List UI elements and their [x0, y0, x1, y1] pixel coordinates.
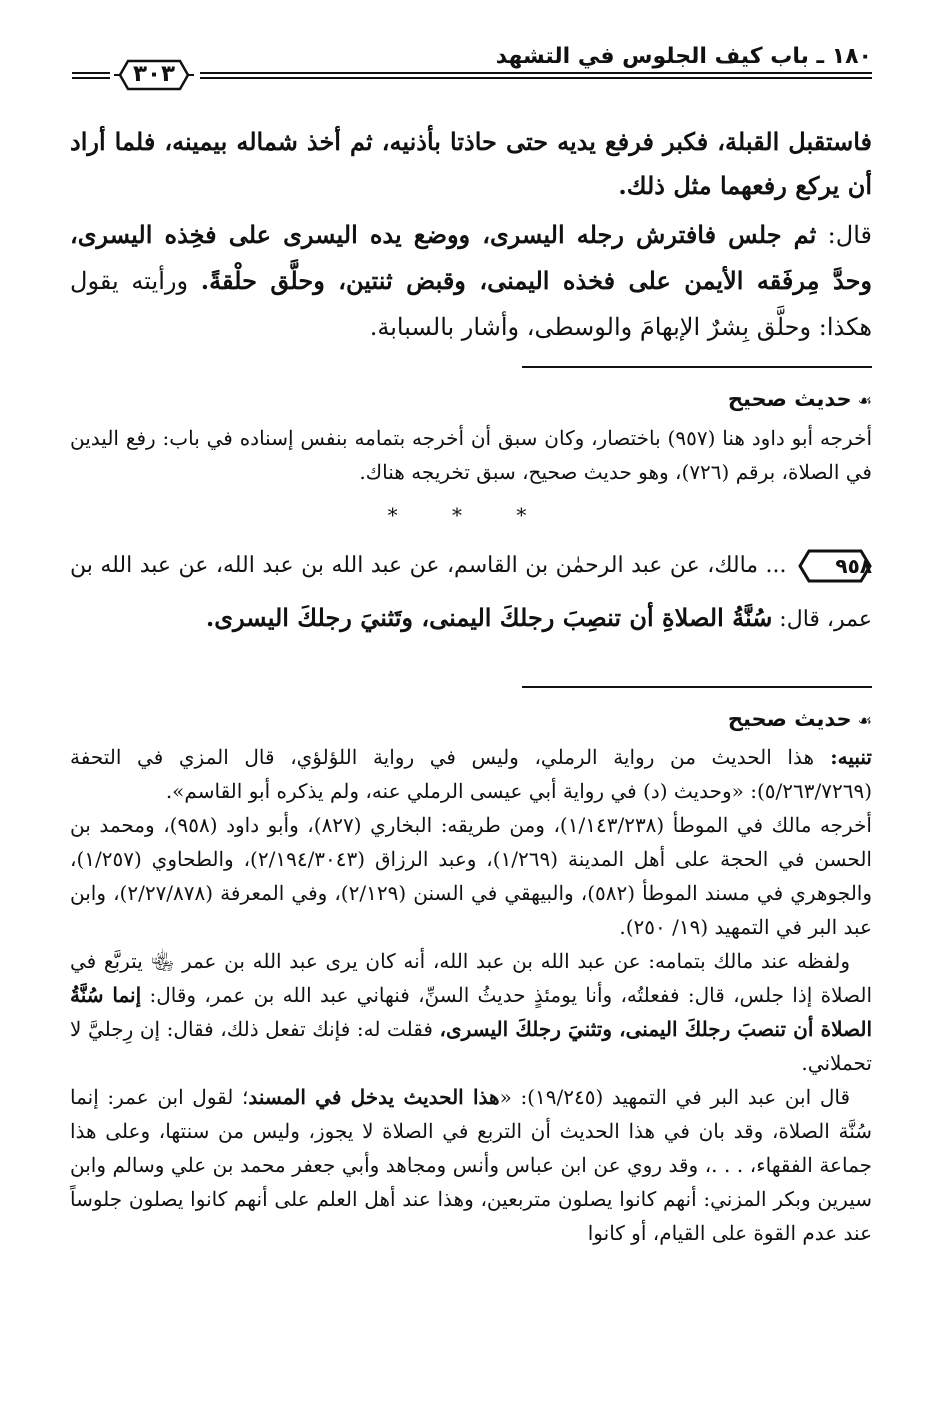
note-lafz	[70, 944, 872, 1080]
ibn-b: ؛ لقول ابن عمر: إنما سُنَّة الصلاة، وقد بان في هذا الحديث أن التربع في الصلاة لا يجوز، وليس من سنتها، وعلى هذا جماعة الفقهاء، . . .، وقد روي عن ابن عباس وأنس ومجاهد وأبي جعفر محمد بن علي وسالم وابن سيرين وبكر المزني: أنهم كانوا يصلون متربعين، وهذا عند أهل العلم على أنهم كانوا يصلون جلوساً عند عدم القوة على القيام، أو كانوا	[70, 1085, 872, 1245]
paragraph-opening: فاستقبل القبلة، فكبر فرفع يديه حتى حاذتا بأذنيه، ثم أخذ شماله بيمينه، فلما أراد أن يركع رفعهما مثل ذلك.	[70, 127, 873, 200]
lafz-bold: إنما سُنَّةُ الصلاة أن تنصبَ رجلكَ اليمنى، وتثنيَ رجلكَ اليسرى،	[70, 983, 873, 1041]
hadith-number-badge	[798, 548, 872, 584]
lafz-a: ولفظه عند مالك بتمامه: عن عبد الله بن عبد الله، أنه كان يرى عبد الله بن عمر ﵄ يتربَّع في الصلاة إذا جلس، قال: ففعلتُه، وأنا يومئذٍ حديثُ السنِّ، فنهاني عبد الله بن عمر، وقال:	[70, 949, 873, 1007]
grade-label: حديث صحيح	[727, 387, 852, 411]
grade-heading-2	[728, 707, 872, 731]
page-number-badge	[112, 58, 196, 92]
chapter-title: ١٨٠ ـ باب كيف الجلوس في التشهد	[495, 44, 872, 69]
header-rule-right-2	[200, 77, 872, 79]
takhrij-note-1: أخرجه أبو داود هنا (٩٥٧) باختصار، وكان سبق أن أخرجه بتمامه بنفس إسناده في باب: رفع اليدين في الصلاة، برقم (٧٢٦)، وهو حديث صحيح، سبق تخريجه هناك.	[70, 426, 872, 484]
note-text: هذا الحديث من رواية الرملي، وليس في رواية اللؤلؤي، قال المزي في التحفة (٥/٢٦٣/٧٢٦٩): «وحديث (د) في رواية أبي عيسى الرملي عنه، ولم يذكره أبو القاسم».	[70, 745, 872, 803]
note-ibn-abd-al-barr	[70, 1080, 872, 1250]
hadith-isnad: ... مالك، عن عبد الرحمٰن بن القاسم، عن عبد الله بن عبد الله، عن عبد الله بن عمر، قال:	[70, 553, 872, 632]
book-icon: ☙	[857, 711, 872, 730]
ibn-a: قال ابن عبد البر في التمهيد (١٩/٢٤٥): «	[499, 1085, 851, 1109]
hadith-matn: سُنَّةُ الصلاةِ أن تنصِبَ رجلكَ اليمنى، وتَثنيَ رجلكَ اليسرى.	[205, 603, 773, 632]
separator-1	[522, 366, 872, 368]
header-rule-right	[200, 72, 872, 74]
text-qala: قال:	[816, 221, 872, 249]
paragraph-sitting	[70, 212, 872, 350]
hadith-number: ٩٥٨	[835, 554, 873, 578]
ibn-bold: هذا الحديث يدخل في المسند	[248, 1085, 500, 1109]
grade-heading-1	[728, 387, 872, 411]
note-label: تنبيه:	[814, 745, 872, 769]
text-rest: ورأيته يقول هكذا: وحلَّق بِشرٌ الإبهامَ والوسطى، وأشار بالسبابة.	[70, 267, 872, 341]
header-rule-left	[72, 72, 110, 74]
separator-2	[522, 686, 872, 688]
hadith-text	[70, 540, 872, 646]
grade-label: حديث صحيح	[727, 707, 852, 731]
book-icon: ☙	[857, 391, 872, 410]
lafz-b: فقلت له: فإنك تفعل ذلك، فقال: إن رِجليَّ لا تحملاني.	[70, 1017, 872, 1075]
takhrij-notes-2	[70, 740, 872, 1250]
note-tanbih	[70, 740, 872, 808]
section-divider: * * *	[387, 503, 551, 527]
header-rule-left-2	[72, 77, 110, 79]
text-bold: ثم جلس فافترش رجله اليسرى، ووضع يده اليسرى على فخِذه اليسرى، وحدَّ مِرفَقه الأيمن على فخذه اليمنى، وقبض ثنتين، وحلَّق حلْقةً.	[70, 220, 872, 295]
page-number: ٣٠٣	[132, 61, 176, 87]
note-takhrij: أخرجه مالك في الموطأ (١/١٤٣/٢٣٨)، ومن طريقه: البخاري (٨٢٧)، وأبو داود (٩٥٨)، ومحمد بن الحسن في الحجة على أهل المدينة (١/٢٦٩)، وعبد الرزاق (٢/١٩٤/٣٠٤٣)، والطحاوي (١/٢٥٧)، والجوهري في مسند الموطأ (٥٨٢)، والبيهقي في السنن (٢/١٢٩)، وفي المعرفة (٢/٢٧/٨٧٨)، وابن عبد البر في التمهيد (١٩/ ٢٥٠).	[70, 813, 873, 939]
